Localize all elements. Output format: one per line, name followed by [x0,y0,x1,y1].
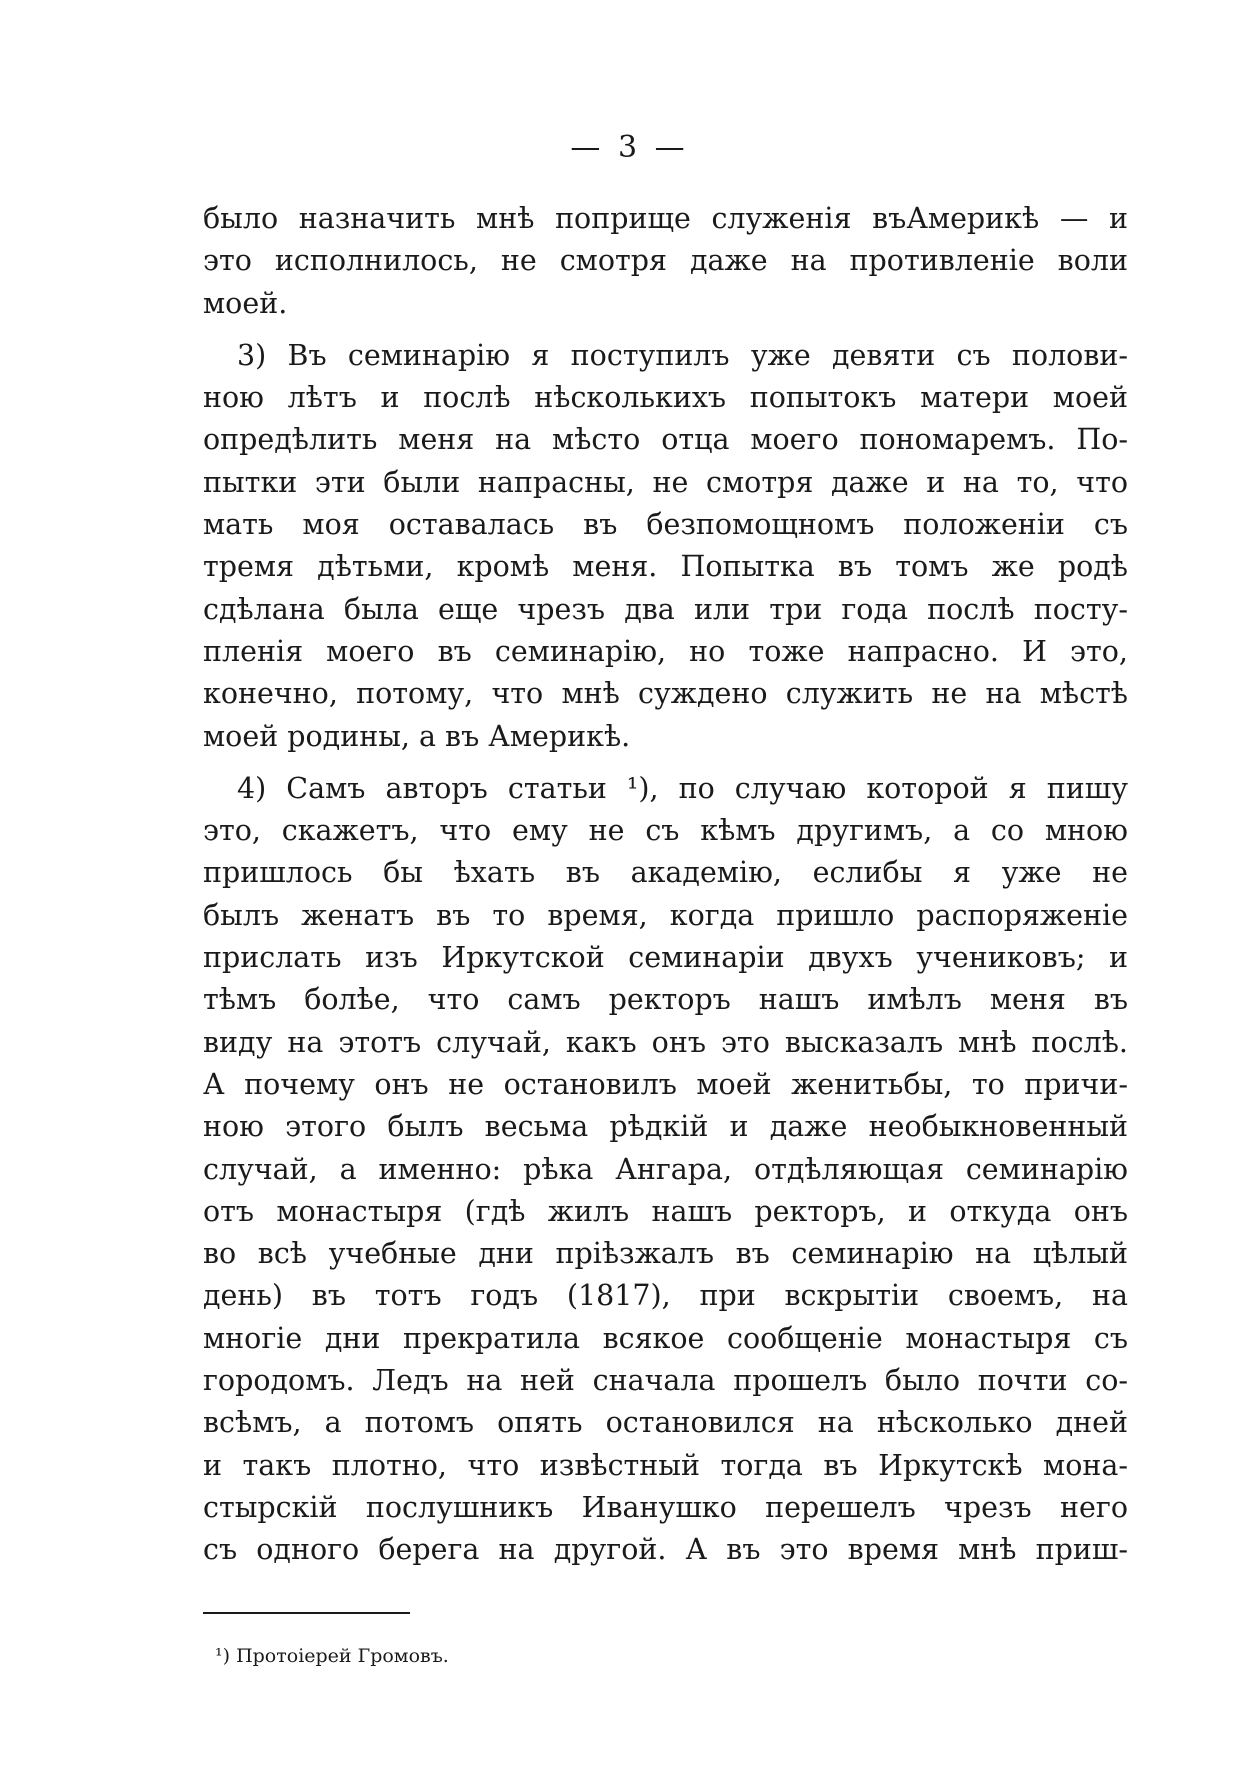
paragraph [203,198,1128,325]
text-line: конечно, потому, что мнѣ суждено служить не на мѣстѣ [203,677,1128,711]
text-line: А почему онъ не остановилъ моей женитьбы, то причи- [203,1067,1128,1101]
text-line: случай, а именно: рѣка Ангара, отдѣляющая семинарію [203,1152,1128,1186]
footnote-divider [203,1612,410,1614]
paragraph [203,335,1128,758]
text-line: пленія моего въ семинарію, но тоже напрасно. И это, [203,634,1128,668]
text-line: всѣмъ, а потомъ опять остановился на нѣсколько дней [203,1406,1128,1440]
text-line: отъ монастыря (гдѣ жилъ нашъ ректоръ, и откуда онъ [203,1194,1128,1228]
text-line: съ одного берега на другой. А въ это время мнѣ приш- [203,1533,1128,1567]
text-line: стырскій послушникъ Иванушко перешелъ чрезъ него [203,1490,1128,1524]
page-number: — 3 — [570,130,689,165]
text-line: моей. [203,286,288,320]
text-line: былъ женатъ въ то время, когда пришло распоряженіе [203,898,1128,932]
paragraph [203,768,1128,1572]
body-text [203,198,1128,1572]
text-line: пытки эти были напрасны, не смотря даже и на то, что [203,465,1128,499]
text-line: это исполнилось, не смотря даже на противленіе воли [203,244,1128,278]
footnote: ¹) Протоіерей Громовъ. [215,1645,449,1667]
text-line: городомъ. Ледъ на ней сначала прошелъ было почти со- [203,1364,1128,1398]
text-line: мать моя оставалась въ безпомощномъ положеніи съ [203,508,1128,542]
text-line: виду на этотъ случай, какъ онъ это высказалъ мнѣ послѣ. [203,1025,1128,1059]
text-line: 3) Въ семинарію я поступилъ уже девяти съ полови- [237,338,1128,372]
text-line: 4) Самъ авторъ статьи ¹), по случаю которой я пишу [237,771,1128,805]
text-line: ною этого былъ весьма рѣдкій и даже необыкновенный [203,1110,1128,1144]
text-line: тѣмъ болѣе, что самъ ректоръ нашъ имѣлъ меня въ [203,983,1128,1017]
text-line: тремя дѣтьми, кромѣ меня. Попытка въ томъ же родѣ [203,550,1128,584]
text-line: прислать изъ Иркутской семинаріи двухъ учениковъ; и [203,941,1128,975]
text-line: и такъ плотно, что извѣстный тогда въ Иркутскѣ мона- [203,1448,1128,1482]
text-line: это, скажетъ, что ему не съ кѣмъ другимъ, а со мною [203,814,1128,848]
text-line: опредѣлить меня на мѣсто отца моего пономаремъ. По- [203,423,1128,457]
text-line: было назначить мнѣ поприще служенія въАмерикѣ — и [203,202,1128,235]
text-line: день) въ тотъ годъ (1817), при вскрытіи своемъ, на [203,1279,1128,1313]
text-line: моей родины, а въ Америкѣ. [203,719,631,753]
text-line: многіе дни прекратила всякое сообщеніе монастыря съ [203,1321,1128,1355]
text-line: пришлось бы ѣхать въ академію, еслибы я уже не [203,856,1128,890]
text-line: сдѣлана была еще чрезъ два или три года послѣ посту- [203,592,1128,626]
text-line: ною лѣтъ и послѣ нѣсколькихъ попытокъ матери моей [203,381,1128,415]
text-line: во всѣ учебные дни пріѣзжалъ въ семинарію на цѣлый [203,1237,1128,1271]
